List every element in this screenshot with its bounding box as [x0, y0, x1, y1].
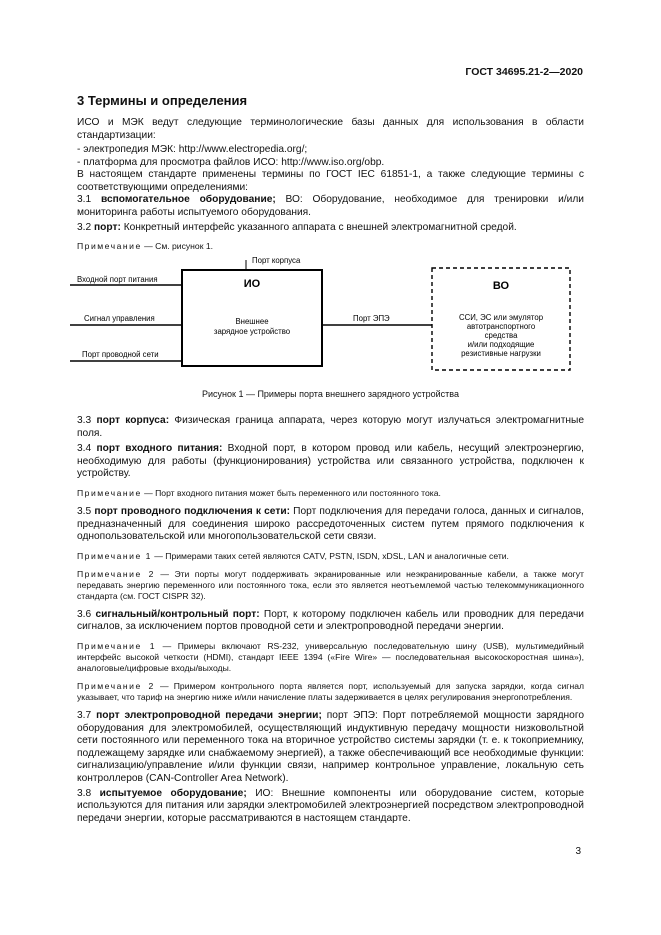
note-3-6-2 — [77, 681, 584, 703]
note-3-6-1 — [77, 641, 584, 674]
note-label: Примечание 2 — [77, 568, 155, 579]
note-label: Примечание 1 — [77, 550, 152, 561]
term-definition: Физическая граница аппарата, через которую могут излучаться электромагнитные поля. — [77, 415, 584, 439]
vo-line: резистивные нагрузки — [461, 349, 541, 358]
term-3-3 — [77, 415, 584, 440]
term-name: сигнальный/контрольный порт: — [95, 608, 260, 620]
term-name: порт электропроводной передачи энергии; — [96, 709, 322, 721]
note-3-4 — [77, 488, 584, 499]
intro-block — [77, 117, 584, 195]
term-3-8 — [77, 788, 584, 826]
intro-paragraph: В настоящем стандарте применены термины по ГОСТ IEC 61851-1, а также следующие термины с соответствующими определениями: — [77, 169, 584, 193]
note-text: — Примером контрольного порта является порт, используемый для запуска зарядки, когда сигнал указывает, что тариф на энергию ниже и/или начисление платы задерживается в целях регулирования энергопотребления. — [77, 680, 584, 702]
section-title: 3 Термины и определения — [77, 93, 248, 108]
note-3-5-2 — [77, 569, 584, 602]
intro-list-item: - электропедия МЭК: http://www.electropedia.org/; — [77, 144, 308, 156]
vo-line: автотранспортного — [466, 322, 536, 331]
note-label: Примечание — [77, 487, 142, 498]
term-definition: Конкретный интерфейс указанного аппарата с внешней электромагнитной средой. — [120, 222, 517, 234]
note-text: — Примерами таких сетей являются CATV, PSTN, ISDN, xDSL, LAN и аналогичные сети. — [151, 550, 509, 561]
term-name: порт проводного подключения к сети: — [94, 505, 290, 517]
term-number: 3.1 — [77, 194, 92, 205]
note-label: Примечание — [77, 240, 142, 251]
input-port-label: Входной порт питания — [77, 275, 158, 284]
term-3-7 — [77, 710, 584, 786]
terms-block-1 — [77, 194, 584, 252]
term-definition: Входной порт, в котором провод или кабель, несущий электроэнергию, необходимую для работы (функционирования) устройства или связанного устройства, подключен к устройству. — [77, 443, 584, 480]
term-definition: ВО: Оборудование, необходимое для тренировки и/или мониторинга работы испытуемого оборудования. — [77, 194, 584, 218]
term-3-6 — [77, 609, 584, 634]
term-definition: Порт, к которому подключен кабель или проводник для передачи сигналов, за исключением портов проводной сети и электропроводной передачи энергии. — [77, 608, 584, 633]
term-definition: порт ЭПЭ: Порт потребляемой мощности зарядного оборудования для электромобилей, осуществляющий индуктивную передачу мощности низковольтной сети постоянного или переменного тока на вторичное устройство системы зарядки (т. е. к токоприемнику, подлежащему зарядке или снабжаемому энергией), а также обеспечивающий все необходимые функции: сигнализацию/управление и/или функции связи, например контрольное управление, локальную сеть контроллеров (CAN-Controller Area Network). — [77, 709, 584, 784]
term-3-1 — [77, 194, 584, 219]
term-name: порт входного питания: — [96, 443, 223, 455]
term-3-5 — [77, 506, 584, 544]
term-number: 3.2 — [77, 222, 92, 234]
vo-line: средства — [484, 331, 518, 340]
term-number: 3.6 — [77, 608, 92, 620]
term-number: 3.8 — [77, 787, 92, 799]
page-number: 3 — [575, 846, 581, 857]
io-title: ИО — [243, 278, 261, 290]
vo-line: и/или подходящие — [467, 340, 535, 349]
note-3-2 — [77, 241, 584, 252]
note-text: — Эти порты могут поддерживать экранированные или неэкранированные кабели, а также могут передавать энергию переменного или постоянного тока, если это является неотъемлемой частью телекоммуникационного стандарта (см. ГОСТ CISPR 32). — [77, 568, 584, 601]
terms-block-2 — [77, 415, 584, 825]
io-body-line: Внешнее — [235, 317, 269, 326]
standard-number: ГОСТ 34695.21-2—2020 — [465, 66, 583, 78]
note-3-5-1 — [77, 551, 584, 562]
figure-1-diagram — [60, 254, 620, 384]
term-definition: ИО: Внешние компоненты или оборудование систем, которые используются для питания или зарядки электромобилей электроэнергией посредством электропроводной передачи энергии, которые рассматриваются в настоящем стандарте. — [77, 787, 584, 824]
intro-list-item: - платформа для просмотра файлов ИСО: http://www.iso.org/obp. — [77, 156, 385, 168]
figure-caption: Рисунок 1 — Примеры порта внешнего зарядного устройства — [202, 389, 459, 399]
term-number: 3.4 — [77, 443, 92, 455]
vo-line: ССИ, ЭС или эмулятор — [458, 313, 544, 322]
control-signal-label: Сигнал управления — [84, 314, 155, 323]
io-body-line: зарядное устройство — [213, 327, 291, 336]
intro-paragraph: ИСО и МЭК ведут следующие терминологические базы данных для использования в области стандартизации: — [77, 117, 584, 141]
term-3-2 — [77, 222, 584, 235]
term-number: 3.7 — [77, 709, 92, 721]
wpt-port-label: Порт ЭПЭ — [353, 314, 390, 323]
note-text: — См. рисунок 1. — [141, 240, 214, 251]
term-number: 3.3 — [77, 415, 92, 426]
vo-title: ВО — [492, 280, 510, 292]
term-name: испытуемое оборудование; — [99, 787, 247, 799]
enclosure-port-label: Порт корпуса — [252, 256, 301, 265]
note-label: Примечание 2 — [77, 680, 155, 691]
note-text: — Порт входного питания может быть переменного или постоянного тока. — [141, 487, 441, 498]
wired-port-label: Порт проводной сети — [82, 350, 159, 359]
term-3-4 — [77, 443, 584, 481]
note-label: Примечание 1 — [77, 640, 157, 651]
term-name: вспомогательное оборудование; — [100, 194, 276, 205]
note-text: — Примеры включают RS-232, универсальную последовательную шину (USB), мультимедийный интерфейс высокой четкости (HDMI), стандарт IEEE 1394 («Fire Wire» — последовательная высокоскоростная шина»), аналоговые/цифровые входы/выходы. — [77, 640, 584, 673]
term-number: 3.5 — [77, 505, 92, 517]
term-name: порт корпуса: — [96, 415, 170, 426]
term-definition: Порт подключения для передачи голоса, данных и сигналов, предназначенный для соединения широко рассредоточенных систем путем прямого подключения к однопользовательской или многопользовательской сети связи. — [77, 505, 584, 543]
term-name: порт: — [94, 222, 121, 234]
